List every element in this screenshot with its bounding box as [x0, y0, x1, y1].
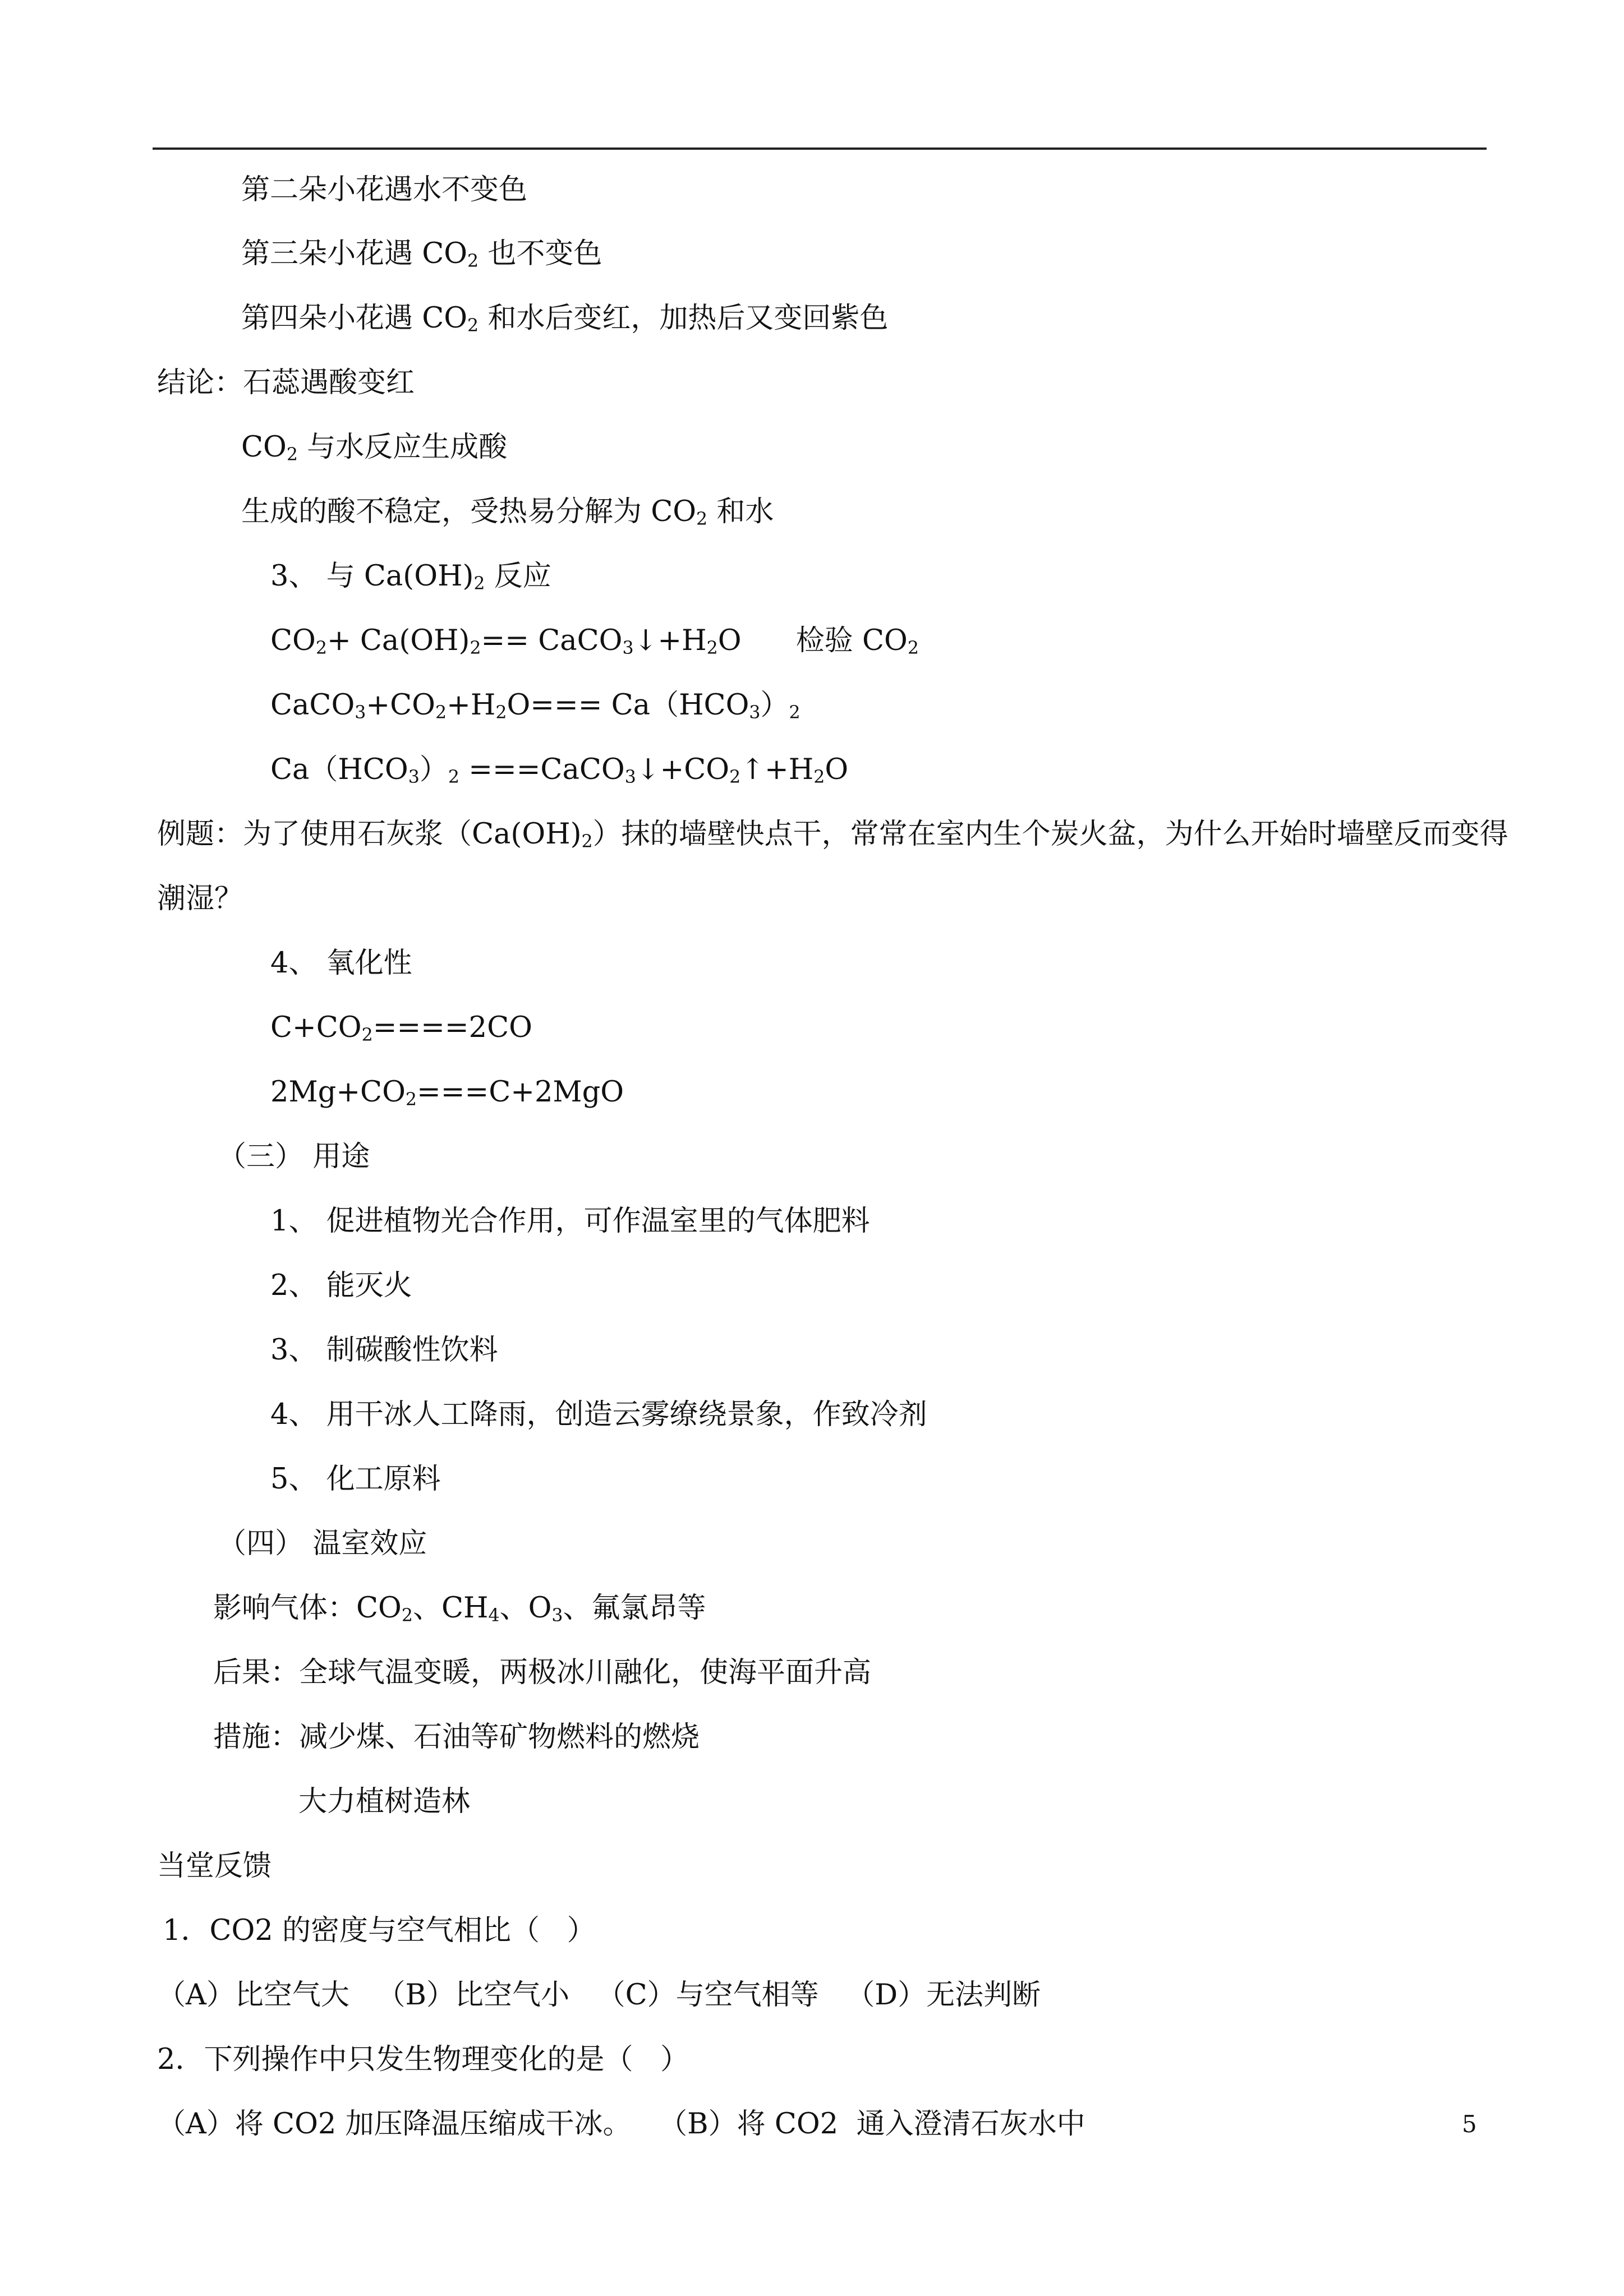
text-run: +H [447, 689, 496, 722]
subscript: 3 [622, 638, 634, 658]
text-run: == CaCO [481, 624, 623, 657]
text-run: 3、 与 Ca(OH) [270, 560, 474, 593]
text-line-l28 [163, 1912, 596, 1949]
text-run: 也不变色 [479, 237, 602, 270]
page-number: 5 [1462, 2110, 1477, 2138]
text-line-l29 [157, 1977, 1041, 2014]
text-run: 和水后变红，加热后又变回紫色 [479, 302, 889, 335]
text-run: 、O [499, 1592, 552, 1625]
text-run: 大力植树造林 [298, 1785, 471, 1818]
text-line-l09 [270, 687, 801, 724]
text-run: 潮湿？ [157, 882, 243, 915]
text-run: 2、 能灭火 [270, 1269, 412, 1302]
text-line-l03 [241, 300, 888, 337]
subscript: 2 [361, 1025, 373, 1045]
text-run: 第四朵小花遇 CO [241, 302, 468, 335]
text-run: 当堂反馈 [157, 1850, 272, 1883]
text-run: 第三朵小花遇 CO [241, 237, 468, 270]
text-line-l16 [218, 1138, 370, 1175]
text-line-l20 [270, 1396, 927, 1433]
text-line-l17 [270, 1203, 870, 1240]
subscript: 2 [789, 702, 801, 723]
text-run: ====2CO [372, 1011, 532, 1044]
subscript: 2 [581, 831, 593, 852]
text-line-l27 [157, 1848, 272, 1885]
text-line-l26 [298, 1783, 470, 1820]
subscript: 2 [315, 638, 327, 658]
text-run: 2．下列操作中只发生物理变化的是（ ） [157, 2043, 689, 2076]
text-run: ↓+CO [636, 753, 730, 786]
text-line-l15 [270, 1074, 624, 1111]
text-run: CaCO [270, 689, 355, 722]
subscript: 3 [551, 1605, 563, 1626]
text-run: ）抹的墙壁快点干，常常在室内生个炭火盆，为什么开始时墙壁反而变得 [592, 818, 1508, 851]
text-line-l02 [241, 236, 602, 273]
text-run: 反应 [485, 560, 551, 593]
text-line-l19 [270, 1332, 498, 1369]
subscript: 2 [706, 638, 718, 658]
text-run: 生成的酸不稳定，受热易分解为 CO [241, 495, 697, 528]
text-line-l11 [157, 816, 1508, 853]
subscript: 2 [467, 315, 479, 336]
text-line-l12 [157, 880, 243, 918]
text-run: O [825, 753, 849, 786]
text-run: 例题：为了使用石灰浆（Ca(OH) [157, 818, 582, 851]
text-run: ） [760, 689, 789, 722]
text-run: 后果：全球气温变暖，两极冰川融化，使海平面升高 [213, 1656, 872, 1689]
text-run: 结论：石蕊遇酸变红 [157, 366, 415, 399]
subscript: 2 [448, 767, 460, 787]
text-run: 2Mg+CO [270, 1076, 406, 1109]
text-line-l24 [213, 1654, 871, 1691]
text-run: （A）将 CO2 加压降温压缩成干冰。 （B）将 CO2 通入澄清石灰水中 [157, 2108, 1085, 2141]
subscript: 2 [401, 1605, 413, 1626]
text-run: CO [270, 624, 316, 657]
subscript: 3 [408, 767, 420, 787]
text-run: 与水反应生成酸 [297, 431, 508, 464]
text-line-l08 [270, 623, 919, 660]
text-line-l22 [218, 1525, 427, 1562]
subscript: 2 [813, 767, 825, 787]
text-line-l31 [157, 2106, 1085, 2143]
subscript: 2 [729, 767, 741, 787]
text-run: +CO [366, 689, 435, 722]
subscript: 2 [696, 509, 708, 529]
text-run: 影响气体：CO [213, 1592, 402, 1625]
text-run: CO [241, 431, 287, 464]
text-line-l06 [241, 494, 774, 531]
text-line-l25 [213, 1719, 700, 1756]
text-run: 4、 氧化性 [270, 947, 412, 980]
subscript: 2 [495, 702, 507, 723]
text-line-l05 [241, 429, 507, 466]
text-run: 措施：减少煤、石油等矿物燃料的燃烧 [213, 1721, 700, 1754]
text-run: （四） 温室效应 [218, 1527, 427, 1560]
text-run: 1．CO2 的密度与空气相比（ ） [163, 1914, 596, 1947]
text-line-l13 [270, 945, 412, 982]
text-run: ↑+H [740, 753, 814, 786]
subscript: 2 [286, 444, 298, 465]
subscript: 2 [467, 251, 479, 271]
subscript: 3 [624, 767, 636, 787]
text-run: （三） 用途 [218, 1140, 370, 1173]
subscript: 4 [488, 1605, 500, 1626]
subscript: 2 [473, 573, 485, 594]
text-run: O 检验 CO [717, 624, 908, 657]
text-run: + Ca(OH) [326, 624, 470, 657]
text-line-l04 [157, 365, 415, 402]
text-run: ===CaCO [459, 753, 625, 786]
text-run: ） [419, 753, 448, 786]
text-run: 、CH [412, 1592, 489, 1625]
text-run: 3、 制碳酸性饮料 [270, 1334, 498, 1367]
text-run: 和水 [707, 495, 774, 528]
text-line-l10 [270, 751, 848, 789]
text-run: 、氟氯昂等 [563, 1592, 706, 1625]
text-run: C+CO [270, 1011, 362, 1044]
text-line-l01 [241, 172, 527, 209]
text-run: （A）比空气大 （B）比空气小 （C）与空气相等 （D）无法判断 [157, 1979, 1041, 2012]
text-run: 5、 化工原料 [270, 1463, 441, 1496]
text-line-l23 [213, 1590, 706, 1627]
text-run: 4、 用干冰人工降雨，创造云雾缭绕景象，作致冷剂 [270, 1398, 927, 1431]
text-line-l14 [270, 1009, 532, 1046]
header-rule [153, 147, 1487, 150]
subscript: 2 [405, 1089, 417, 1110]
text-run: ↓+H [633, 624, 707, 657]
subscript: 2 [907, 638, 919, 658]
text-run: O=== Ca（HCO [507, 689, 749, 722]
subscript: 2 [435, 702, 447, 723]
text-line-l07 [270, 558, 551, 595]
text-run: 第二朵小花遇水不变色 [241, 173, 528, 206]
text-line-l18 [270, 1267, 412, 1304]
subscript: 3 [355, 702, 366, 723]
text-run: Ca（HCO [270, 753, 408, 786]
subscript: 2 [470, 638, 481, 658]
subscript: 3 [749, 702, 761, 723]
text-line-l30 [157, 2041, 689, 2078]
text-line-l21 [270, 1461, 441, 1498]
text-run: ===C+2MgO [417, 1076, 624, 1109]
text-run: 1、 促进植物光合作用，可作温室里的气体肥料 [270, 1205, 870, 1238]
